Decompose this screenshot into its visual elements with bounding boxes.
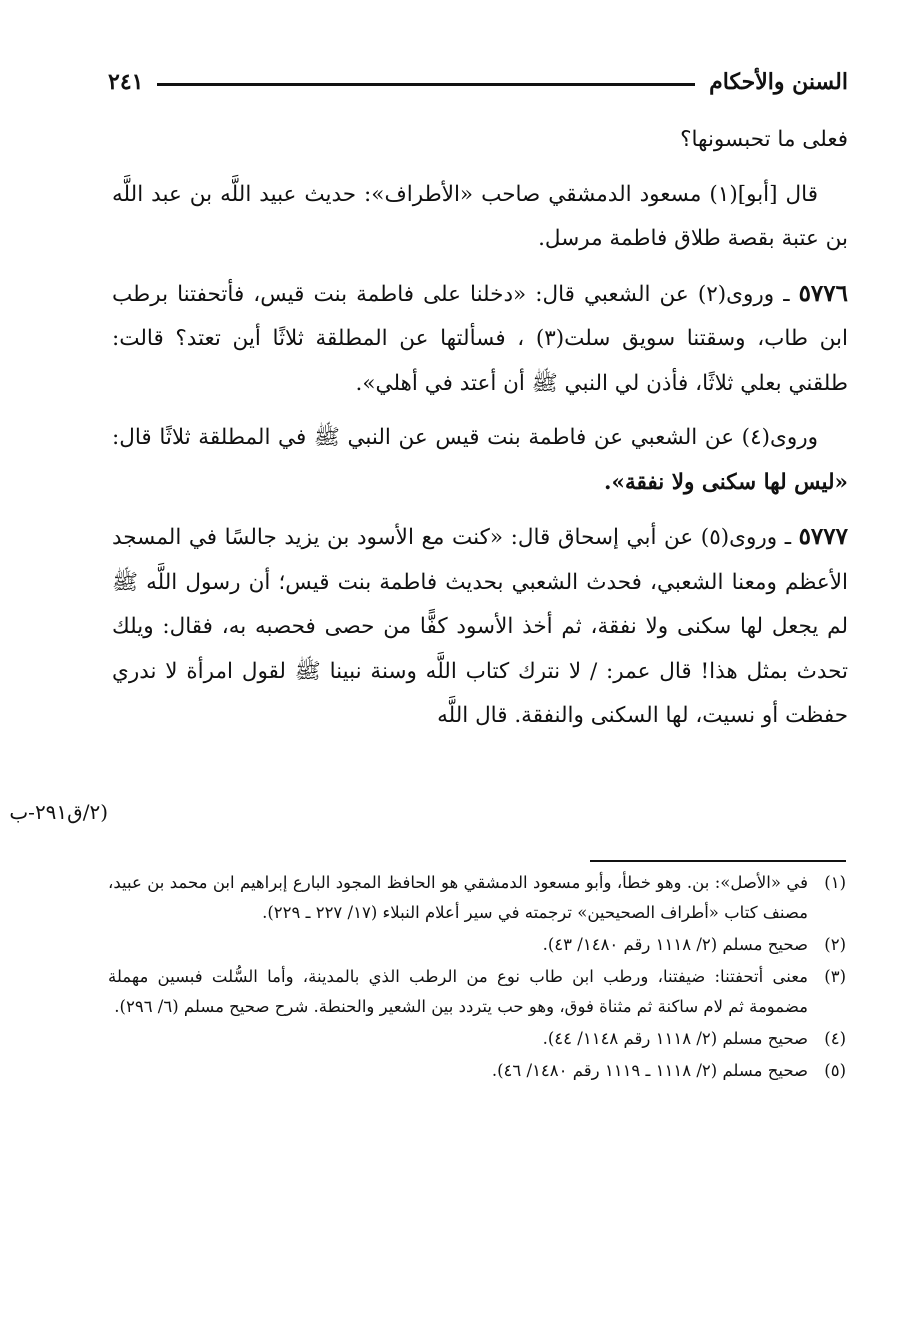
footnote-text: صحيح مسلم (٢/ ١١١٨ رقم ١١٤٨/ ٤٤). <box>542 1029 808 1048</box>
footnote-text: صحيح مسلم (٢/ ١١١٨ رقم ١٤٨٠/ ٤٣). <box>542 935 808 954</box>
hadith-text: ـ وروى(٢) عن الشعبي قال: «دخلنا على فاطمة بنت قيس، فأتحفتنا برطب ابن طاب، وسقتنا سويق سلت(٣) ، فسألتها عن المطلقة ثلاثًا أين تعتد؟ قالت: طلقني بعلي ثلاثًا، فأذن لي النبي ﷺ أن أعتد في أهلي». <box>112 281 848 396</box>
hadith-5776 <box>112 272 848 407</box>
hadith-5777 <box>112 515 848 739</box>
page-header <box>108 62 848 102</box>
footnote-4 <box>108 1024 846 1054</box>
running-title: السنن والأحكام <box>709 69 848 95</box>
manuscript-margin-note: (٢/ق٢٩١-ب <box>9 800 108 824</box>
hadith-text: ـ وروى(٥) عن أبي إسحاق قال: «كنت مع الأسود بن يزيد جالسًا في المسجد الأعظم ومعنا الشعبي، فحدث الشعبي بحديث فاطمة بنت قيس؛ أن رسول اللَّه ﷺ لم يجعل لها سكنى ولا نفقة، ثم أخذ الأسود كفًّا من حصى فحصبه به، فقال: ويلك تحدث بمثل هذا! قال عمر: / لا نترك كتاب اللَّه وسنة نبينا ﷺ لقول امرأة لا ندري حفظت أو نسيت، لها السكنى والنفقة. قال اللَّه <box>112 525 848 728</box>
footnote-text: صحيح مسلم (٢/ ١١١٨ ـ ١١١٩ رقم ١٤٨٠/ ٤٦). <box>491 1061 808 1080</box>
footnote-number: (٤) <box>824 1029 846 1048</box>
footnote-text: في «الأصل»: بن. وهو خطأ، وأبو مسعود الدمشقي هو الحافظ المجود البارع إبراهيم ابن محمد بن عبيد، مصنف كتاب «أطراف الصحيحين» ترجمته في سير أعلام النبلاء (١٧/ ٢٢٧ ـ ٢٢٩). <box>108 873 808 922</box>
footnotes <box>108 868 846 1088</box>
footnote-number: (٥) <box>824 1061 846 1080</box>
footnote-number: (٣) <box>824 967 846 986</box>
paragraph-4-text: وروى(٤) عن الشعبي عن فاطمة بنت قيس عن النبي ﷺ في المطلقة ثلاثًا قال: <box>112 425 818 450</box>
paragraph-1: فعلى ما تحبسونها؟ <box>680 127 848 152</box>
bold-quote: «ليس لها سكنى ولا نفقة». <box>604 469 848 495</box>
paragraph-4 <box>112 416 848 505</box>
page-number: ٢٤١ <box>108 69 144 95</box>
footnote-1 <box>108 868 846 928</box>
hadith-number: ٥٧٧٦ <box>798 279 848 307</box>
footnote-separator <box>590 860 846 862</box>
footnote-3 <box>108 962 846 1022</box>
hadith-number: ٥٧٧٧ <box>798 523 848 550</box>
footnote-2 <box>108 930 846 960</box>
footnote-5 <box>108 1056 846 1086</box>
paragraph-2: قال [أبو](١) مسعود الدمشقي صاحب «الأطراف»: حديث عبيد اللَّه بن عبد اللَّه بن عتبة بقصة طلاق فاطمة مرسل. <box>112 181 848 251</box>
main-text <box>112 118 848 749</box>
footnote-number: (٢) <box>824 935 846 954</box>
footnote-text: معنى أتحفتنا: ضيفتنا، ورطب ابن طاب نوع من الرطب الذي بالمدينة، وأما السُّلت فبسين مهملة مضمومة ثم لام ساكنة ثم مثناة فوق، وهو حب يتردد بين الشعير والحنطة. شرح صحيح مسلم (٦/ ٢٩٦). <box>108 967 808 1016</box>
header-rule <box>157 83 695 86</box>
footnote-number: (١) <box>824 873 846 892</box>
